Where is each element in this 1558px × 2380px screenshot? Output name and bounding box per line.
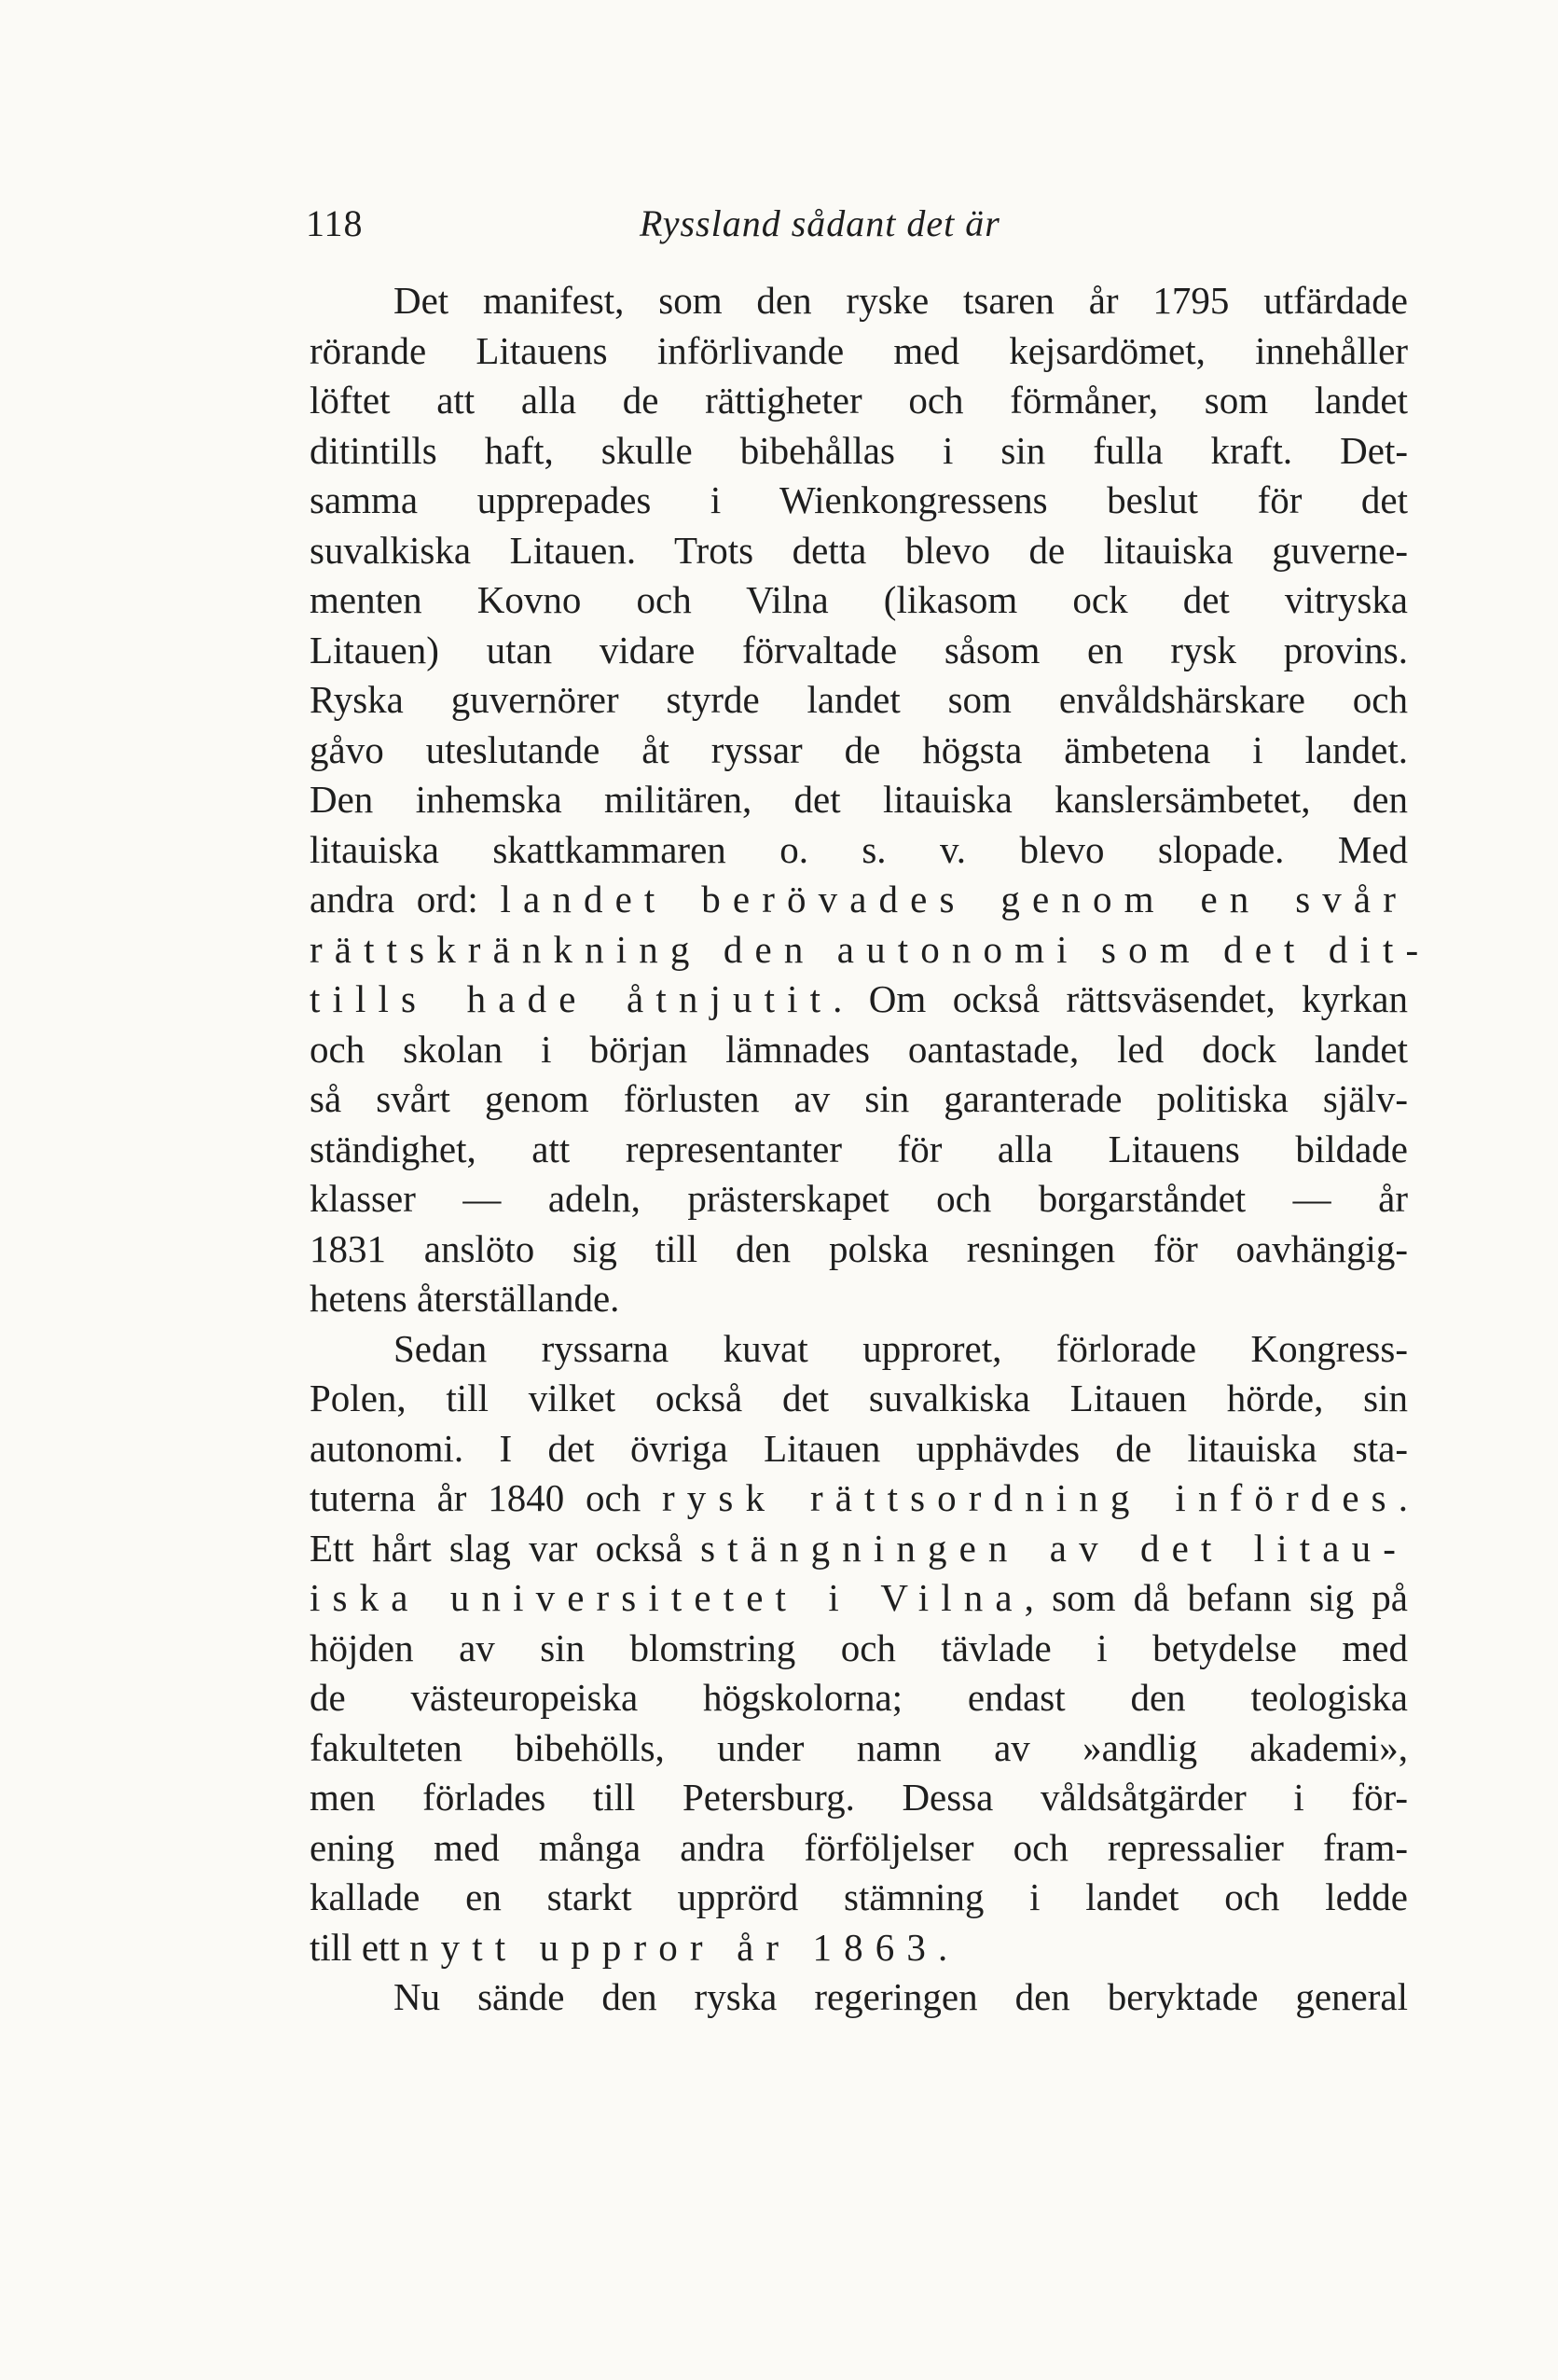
text-run: så svårt genom förlusten av sin garanterade politiska själv-	[310, 1077, 1408, 1120]
text-line	[310, 775, 1408, 825]
text-run: kallade en starkt upprörd stämning i landet och ledde	[310, 1875, 1408, 1918]
text-run: Ett hårt slag var också	[310, 1526, 701, 1570]
text-line	[310, 326, 1408, 377]
running-title: Ryssland sådant det är	[640, 202, 1000, 244]
text-run: rörande Litauens införlivande med kejsardömet, innehåller	[310, 328, 1408, 372]
text-run: menten Kovno och Vilna (likasom ock det vitryska	[310, 578, 1408, 621]
emphasized-text: rysk rättsordning infördes	[661, 1476, 1399, 1519]
text-line	[310, 925, 1431, 976]
text-line	[310, 726, 1408, 776]
text-run: . Om också rättsväsendet, kyrkan	[833, 977, 1408, 1020]
text-run: suvalkiska Litauen. Trots detta blevo de litauiska guverne-	[310, 528, 1408, 572]
emphasized-text: rättskränkning den autonomi som det dit-	[310, 927, 1431, 971]
text-run: Det manifest, som den ryske tsaren år 1795 utfärdade	[393, 279, 1408, 322]
text-run: 1831 anslöto sig till den polska resningen för oavhängig-	[310, 1226, 1408, 1270]
text-line	[310, 476, 1408, 526]
text-line	[310, 1624, 1408, 1674]
text-line	[310, 875, 1408, 925]
text-line	[310, 1125, 1408, 1175]
text-run: de västeuropeiska högskolorna; endast den teologiska	[310, 1676, 1408, 1719]
text-line	[310, 1225, 1408, 1275]
text-line	[310, 626, 1408, 676]
text-line	[310, 276, 1408, 326]
text-run: och skolan i början lämnades oantastade, led dock landet	[310, 1027, 1408, 1071]
text-run: ständighet, att representanter för alla Litauens bildade	[310, 1127, 1408, 1170]
text-line	[310, 376, 1408, 426]
text-run: fakulteten bibehölls, under namn av »andlig akademi»,	[310, 1725, 1408, 1769]
text-run: gåvo uteslutande åt ryssar de högsta ämbetena i landet.	[310, 727, 1408, 771]
text-run: till ett	[310, 1925, 410, 1969]
text-run: autonomi. I det övriga Litauen upphävdes de litauiska sta-	[310, 1426, 1408, 1470]
text-line	[310, 526, 1408, 576]
text-line	[310, 426, 1408, 477]
running-header	[306, 196, 1406, 252]
text-line	[310, 1972, 1408, 2023]
text-run: .	[938, 1925, 948, 1969]
text-line	[310, 1025, 1408, 1075]
text-run: Ryska guvernörer styrde landet som envåldshärskare och	[310, 678, 1408, 721]
text-run: ditintills haft, skulle bibehållas i sin fulla kraft. Det-	[310, 428, 1408, 472]
emphasized-text: nytt uppror år 1863	[409, 1925, 939, 1969]
emphasized-text: landet berövades genom en svår	[500, 878, 1409, 920]
text-line	[310, 675, 1408, 726]
text-run: Nu sände den ryska regeringen den beryktade general	[393, 1975, 1408, 2018]
text-line	[310, 1274, 1408, 1324]
text-line	[310, 1723, 1408, 1774]
text-line	[310, 1324, 1408, 1375]
text-line	[310, 1074, 1408, 1125]
text-line	[310, 975, 1408, 1025]
text-run: Polen, till vilket också det suvalkiska Litauen hörde, sin	[310, 1377, 1408, 1419]
text-run: ening med många andra förföljelser och repressalier fram-	[310, 1825, 1408, 1869]
text-run: andra ord:	[310, 878, 501, 920]
text-line	[310, 1573, 1408, 1624]
text-line	[310, 1524, 1408, 1574]
text-run: , som då befann sig på	[1024, 1576, 1408, 1619]
text-line	[310, 1374, 1408, 1424]
text-run: tuterna år 1840 och	[310, 1476, 662, 1519]
text-line	[310, 1823, 1408, 1874]
text-line	[310, 1474, 1408, 1524]
text-run: men förlades till Petersburg. Dessa våldsåtgärder i för-	[310, 1776, 1408, 1819]
text-line	[310, 1873, 1408, 1923]
emphasized-text: stängningen av det litau-	[700, 1526, 1408, 1570]
text-run: litauiska skattkammaren o. s. v. blevo slopade. Med	[310, 827, 1408, 871]
text-run: Den inhemska militären, det litauiska kanslersämbetet, den	[310, 778, 1408, 821]
text-run: löftet att alla de rättigheter och förmåner, som landet	[310, 379, 1408, 422]
text-run: .	[1398, 1476, 1408, 1519]
text-line	[310, 1174, 1408, 1225]
emphasized-text: iska universitetet i Vilna	[310, 1576, 1025, 1619]
text-run: Litauen) utan vidare förvaltade såsom en rysk provins.	[310, 628, 1408, 671]
text-line	[310, 1773, 1408, 1823]
emphasized-text: tills hade åtnjutit	[310, 977, 834, 1020]
text-line	[310, 1923, 1408, 1973]
text-run: höjden av sin blomstring och tävlade i betydelse med	[310, 1626, 1408, 1669]
text-run: klasser — adeln, prästerskapet och borgarståndet — år	[310, 1177, 1408, 1220]
text-line	[310, 1673, 1408, 1723]
text-line	[310, 1424, 1408, 1474]
text-run: Sedan ryssarna kuvat upproret, förlorade Kongress-	[393, 1326, 1408, 1370]
body-text	[310, 276, 1431, 2023]
text-run: hetens återställande.	[310, 1277, 620, 1320]
text-run: samma upprepades i Wienkongressens beslut för det	[310, 478, 1408, 521]
page-number: 118	[306, 202, 364, 244]
text-line	[310, 575, 1408, 626]
text-line	[310, 825, 1408, 876]
